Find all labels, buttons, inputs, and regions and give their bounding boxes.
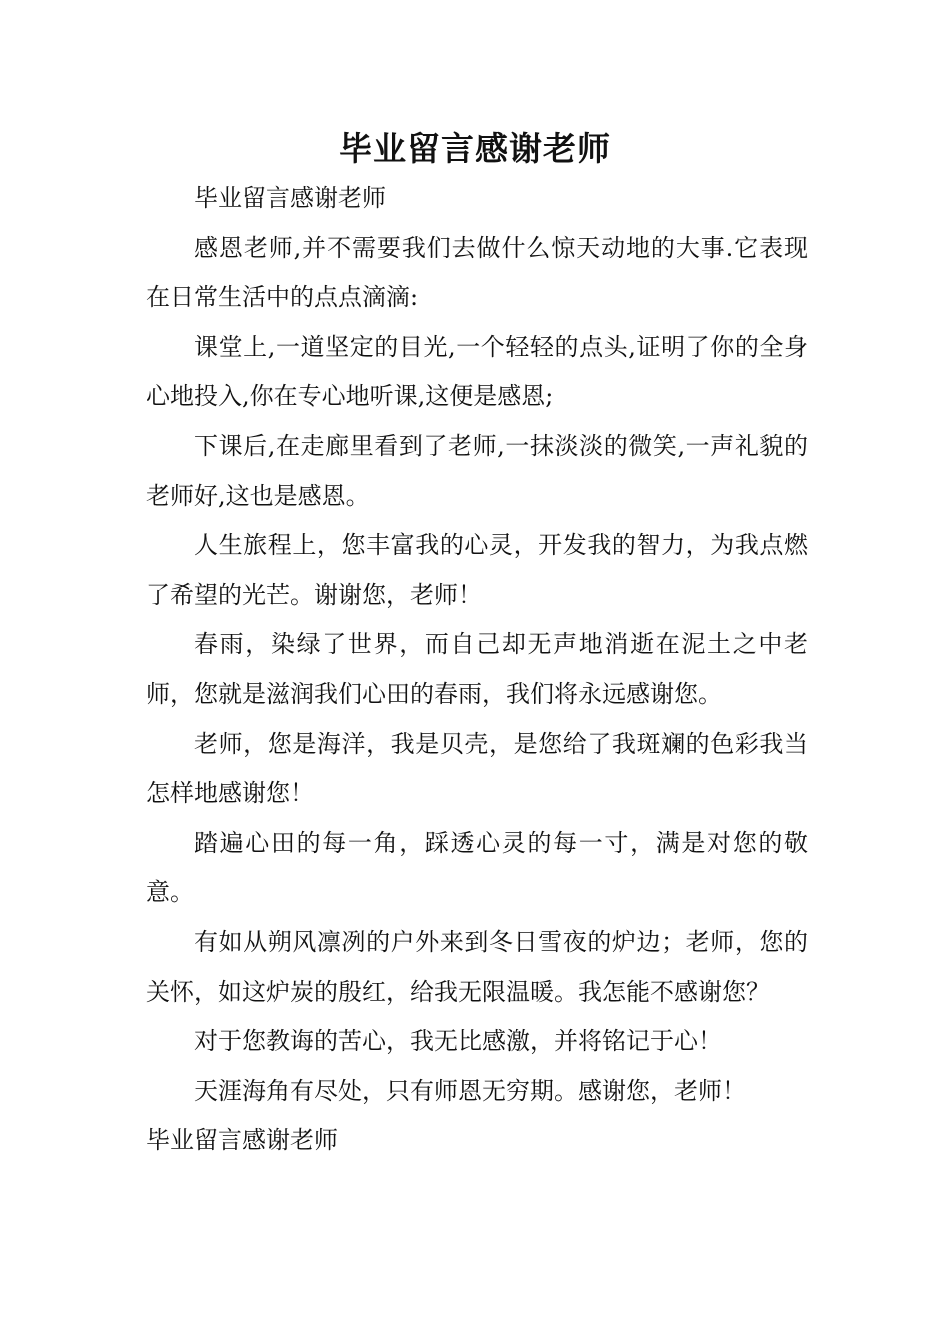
paragraph: 踏遍心田的每一角，踩透心灵的每一寸，满是对您的敬意。 <box>146 828 808 907</box>
document-body <box>146 174 808 1166</box>
paragraph: 感恩老师,并不需要我们去做什么惊天动地的大事.它表现在日常生活中的点点滴滴: <box>146 233 808 312</box>
paragraph: 课堂上,一道坚定的目光,一个轻轻的点头,证明了你的全身心地投入,你在专心地听课,这便是感恩; <box>146 332 808 411</box>
paragraph: 天涯海角有尽处，只有师恩无穷期。感谢您，老师！ <box>194 1076 746 1105</box>
paragraph: 对于您教诲的苦心，我无比感激，并将铭记于心！ <box>194 1027 722 1056</box>
paragraph: 春雨，染绿了世界，而自己却无声地消逝在泥土之中老师，您就是滋润我们心田的春雨，我们将永远感谢您。 <box>146 630 808 708</box>
document-title: 毕业留言感谢老师 <box>339 129 611 168</box>
paragraph: 有如从朔风凛冽的户外来到冬日雪夜的炉边；老师，您的关怀，如这炉炭的殷红，给我无限温暖。我怎能不感谢您？ <box>146 927 808 1006</box>
paragraph: 毕业留言感谢老师 <box>194 184 386 212</box>
paragraph: 下课后,在走廊里看到了老师,一抹淡淡的微笑,一声礼貌的老师好,这也是感恩。 <box>146 431 808 510</box>
paragraph: 老师，您是海洋，我是贝壳，是您给了我斑斓的色彩我当怎样地感谢您！ <box>146 729 808 808</box>
closing-line: 毕业留言感谢老师 <box>146 1126 338 1155</box>
paragraph: 人生旅程上，您丰富我的心灵，开发我的智力，为我点燃了希望的光芒。谢谢您，老师！ <box>146 531 808 609</box>
